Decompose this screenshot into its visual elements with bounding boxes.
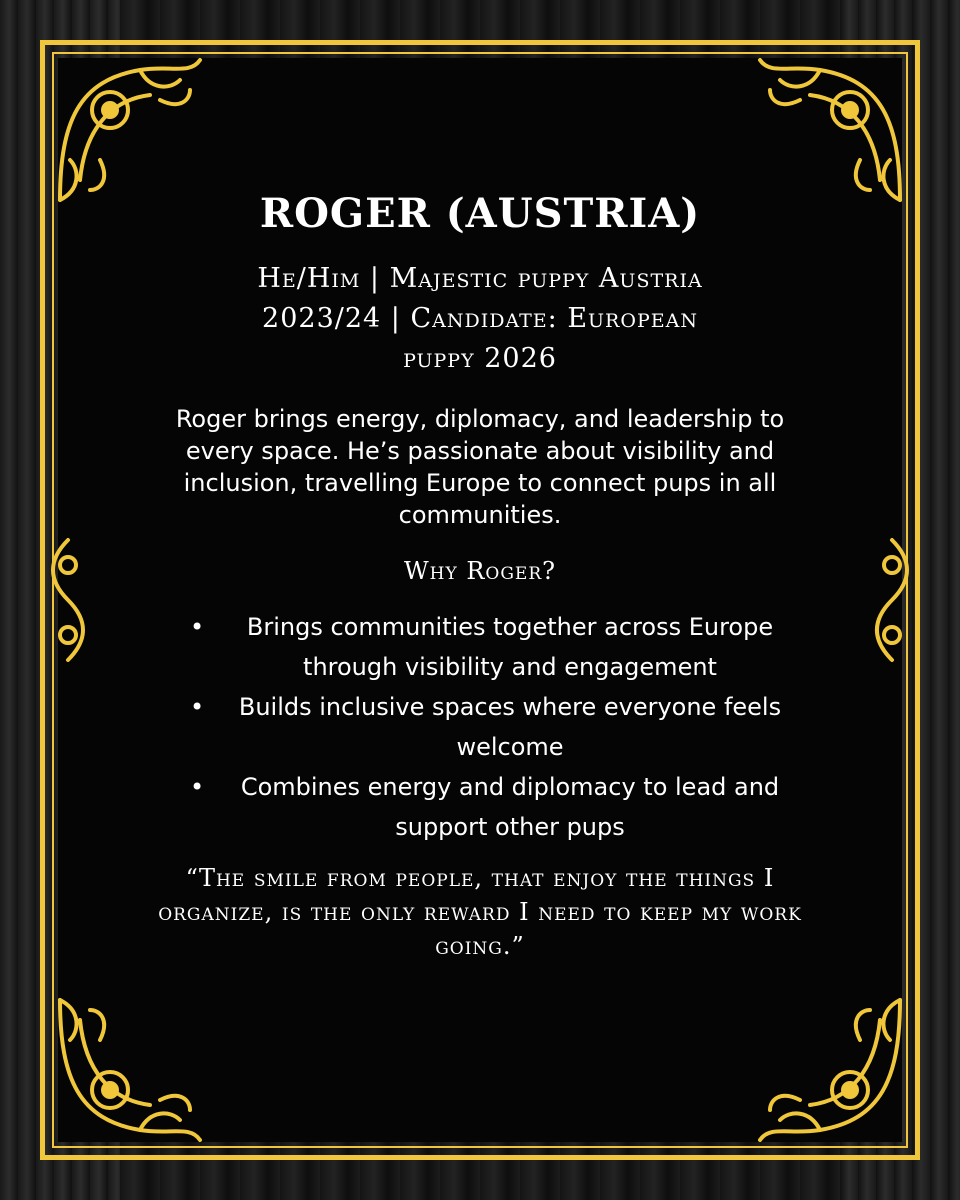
bullet-icon: •: [190, 693, 205, 721]
bottom-left-flourish-icon: [40, 980, 220, 1160]
list-item: [150, 767, 810, 847]
bio: Roger brings energy, diplomacy, and leadership to every space. He’s passionate about visibility and inclusion, travelling Europe to connect pups in all communities.: [175, 405, 785, 529]
point-text: Combines energy and diplomacy to lead and support other pups: [240, 773, 780, 841]
quote: “The smile from people, that enjoy the things I organize, is the only reward I need to keep my work going.”: [158, 864, 802, 960]
right-side-scroll-icon: [862, 530, 922, 670]
subtitle: [150, 259, 810, 379]
bullet-icon: •: [190, 773, 205, 801]
list-item: [150, 687, 810, 767]
point-text: Brings communities together across Europe through visibility and engagement: [246, 613, 774, 681]
subtitle-line: puppy 2026: [403, 343, 557, 374]
bullet-icon: •: [190, 613, 205, 641]
left-side-scroll-icon: [38, 530, 98, 670]
title: ROGER (AUSTRIA): [259, 190, 701, 237]
list-item: [150, 607, 810, 687]
subtitle-line: 2023/24 | Candidate: European: [262, 303, 698, 334]
subtitle-line: He/Him | Majestic puppy Austria: [257, 263, 703, 294]
content: [150, 190, 810, 963]
point-text: Builds inclusive spaces where everyone feels welcome: [238, 693, 782, 761]
why-heading: Why Roger?: [403, 557, 556, 585]
points-list: [150, 607, 810, 847]
bottom-right-flourish-icon: [740, 980, 920, 1160]
